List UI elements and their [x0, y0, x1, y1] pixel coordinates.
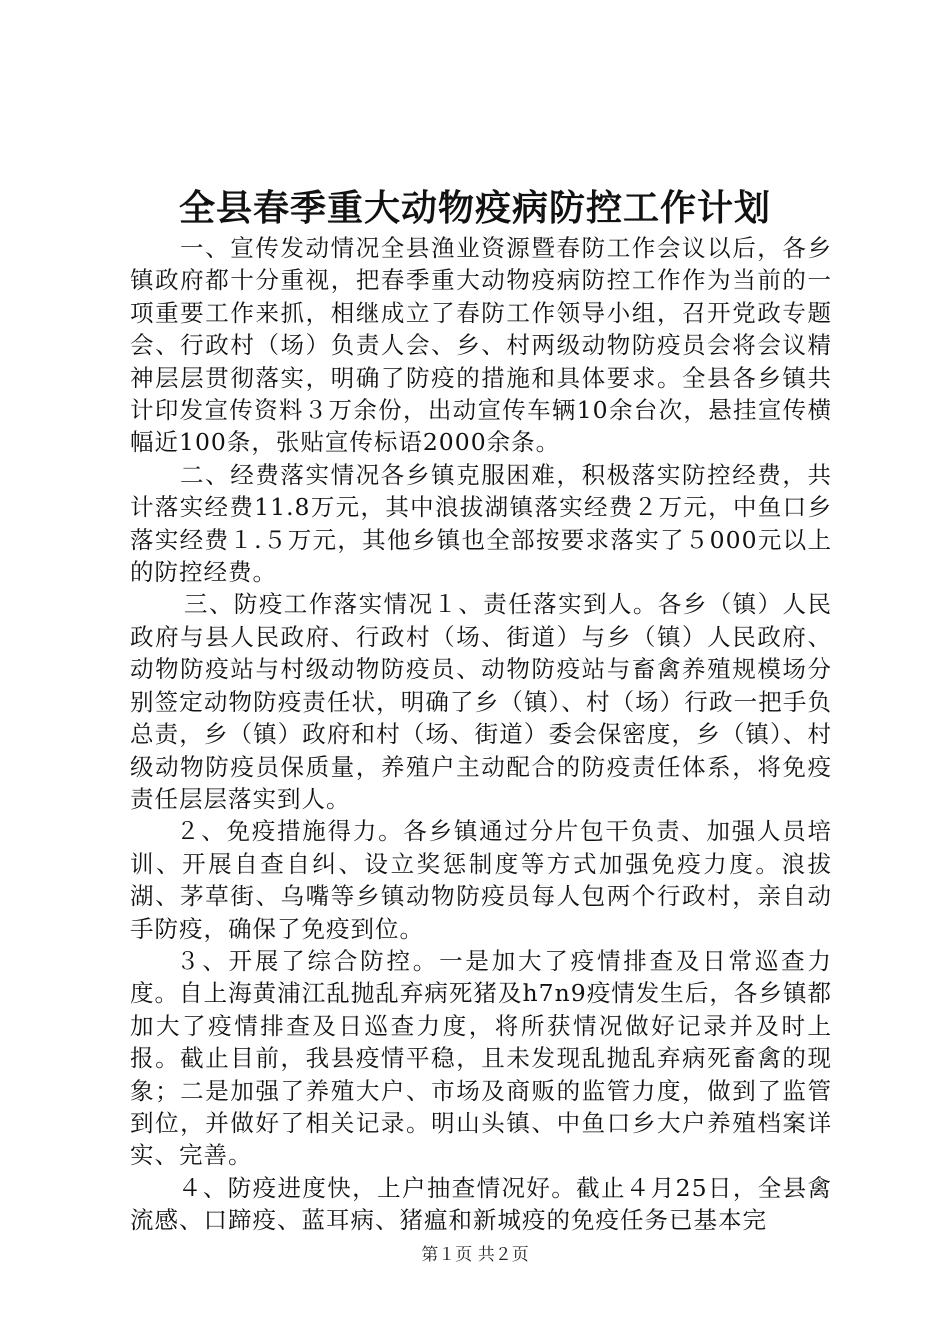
paragraph-progress: ４、防疫进度快，上户抽查情况好。截止４月25日，全县禽流感、口蹄疫、蓝耳病、猪瘟和新城疫的免疫任务已基本完 — [130, 1173, 832, 1235]
paragraph-prevention-implementation: 三、防疫工作落实情况１、责任落实到人。各乡（镇）人民政府与县人民政府、行政村（场、街道）与乡（镇）人民政府、动物防疫站与村级动物防疫员、动物防疫站与畜禽养殖规模场分别签定动物防疫责任状，明确了乡（镇）、村（场）行政一把手负总责，乡（镇）政府和村（场、街道）委会保密度，乡（镇）、村级动物防疫员保质量，养殖户主动配合的防疫责任体系，将免疫责任层层落实到人。 — [130, 590, 832, 813]
paragraph-publicity: 一、宣传发动情况全县渔业资源暨春防工作会议以后，各乡镇政府都十分重视，把春季重大动物疫病防控工作作为当前的一项重要工作来抓，相继成立了春防工作领导小组，召开党政专题会、行政村（场）负责人会、乡、村两级动物防疫员会将会议精神层层贯彻落实，明确了防疫的措施和具体要求。全县各乡镇共计印发宣传资料３万余份，出动宣传车辆10余台次，悬挂宣传横幅近100条，张贴宣传标语2000余条。 — [130, 234, 832, 457]
page-number-footer: 第１页 共２页 — [421, 1245, 529, 1265]
paragraph-immunization-measures: ２、免疫措施得力。各乡镇通过分片包干负责、加强人员培训、开展自查自纠、设立奖惩制度等方式加强免疫力度。浪拔湖、茅草街、乌嘴等乡镇动物防疫员每人包两个行政村，亲自动手防疫，确保了免疫到位。 — [130, 817, 832, 943]
paragraph-funding: 二、经费落实情况各乡镇克服困难，积极落实防控经费，共计落实经费11.8万元，其中浪拔湖镇落实经费２万元，中鱼口乡落实经费１.５万元，其他乡镇也全部按要求落实了５000元以上的防控经费。 — [130, 460, 832, 587]
document-title: 全县春季重大动物疫病防控工作计划 — [178, 187, 771, 229]
paragraph-comprehensive-control: ３、开展了综合防控。一是加大了疫情排查及日常巡查力度。自上海黄浦江乱抛乱弃病死猪及h7n9疫情发生后，各乡镇都加大了疫情排查及日巡查力度，将所获情况做好记录并及时上报。截止目前，我县疫情平稳，且未发现乱抛乱弃病死畜禽的现象；二是加强了养殖大户、市场及商贩的监管力度，做到了监管到位，并做好了相关记录。明山头镇、中鱼口乡大户养殖档案详实、完善。 — [130, 946, 832, 1170]
document-body — [130, 232, 832, 1237]
